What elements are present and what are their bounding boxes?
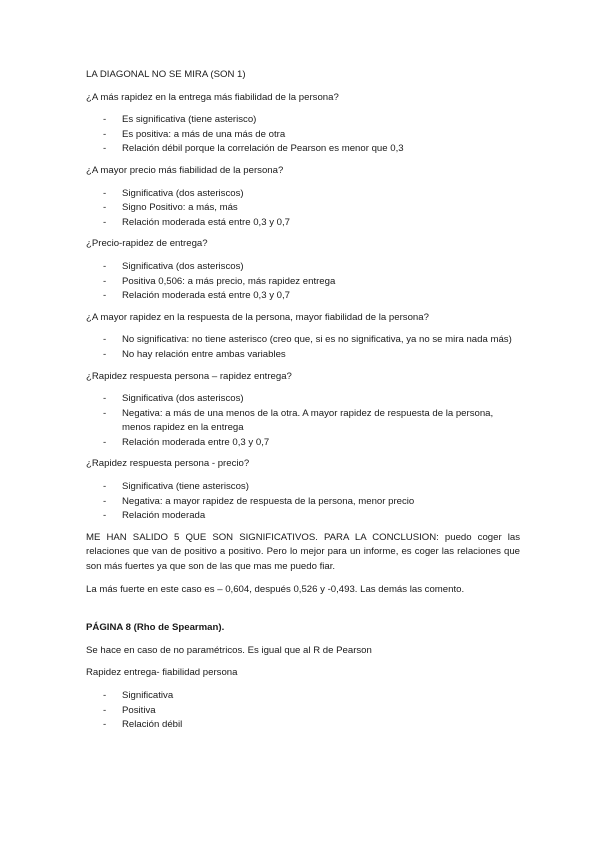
conclusion-paragraph: ME HAN SALIDO 5 QUE SON SIGNIFICATIVOS. PARA LA CONCLUSION: puedo coger las relaciones que van de positivo a positivo. Pero lo mejor para un informe, es coger las relaciones que son más fuertes ya que son de las que mas me puedo fiar. bbox=[86, 531, 520, 573]
list-item: - Negativa: a más de una menos de la otra. A mayor rapidez de respuesta de la persona, menos rapidez en la entrega bbox=[86, 407, 520, 436]
list-item: - Significativa (dos asteriscos) bbox=[86, 187, 520, 202]
list-item: - Es positiva: a más de una más de otra bbox=[86, 128, 520, 143]
section-title: LA DIAGONAL NO SE MIRA (SON 1) bbox=[86, 69, 246, 80]
question-block-4 bbox=[86, 311, 520, 363]
list-item: - Relación moderada está entre 0,3 y 0,7 bbox=[86, 289, 520, 304]
dash-list bbox=[86, 333, 520, 362]
list-item: - Relación débil bbox=[86, 718, 520, 733]
list-item: - Negativa: a mayor rapidez de respuesta de la persona, menor precio bbox=[86, 495, 520, 510]
question-text: ¿A mayor precio más fiabilidad de la persona? bbox=[86, 164, 284, 176]
list-item: - Positiva bbox=[86, 704, 520, 719]
page8-heading: PÁGINA 8 (Rho de Spearman). bbox=[86, 622, 225, 634]
list-item: - Signo Positivo: a más, más bbox=[86, 201, 520, 216]
page8-subtitle: Rapidez entrega- fiabilidad persona bbox=[86, 667, 238, 679]
list-item: - Relación débil porque la correlación de Pearson es menor que 0,3 bbox=[86, 142, 520, 157]
list-item: - Significativa bbox=[86, 689, 520, 704]
dash-list bbox=[86, 260, 520, 304]
question-block-1 bbox=[86, 91, 520, 157]
list-item: - Relación moderada bbox=[86, 509, 520, 524]
dash-list bbox=[86, 392, 520, 450]
question-text: ¿A más rapidez en la entrega más fiabilidad de la persona? bbox=[86, 91, 339, 103]
dash-list bbox=[86, 689, 520, 733]
dash-list bbox=[86, 480, 520, 524]
list-item: - Significativa (dos asteriscos) bbox=[86, 260, 520, 275]
list-item: - Positiva 0,506: a más precio, más rapidez entrega bbox=[86, 275, 520, 290]
list-item: - Significativa (dos asteriscos) bbox=[86, 392, 520, 407]
question-text: ¿Rapidez respuesta persona - precio? bbox=[86, 458, 250, 470]
question-block-6 bbox=[86, 457, 520, 523]
question-text: ¿Rapidez respuesta persona – rapidez entrega? bbox=[86, 370, 292, 382]
list-item: - Es significativa (tiene asterisco) bbox=[86, 113, 520, 128]
dash-list bbox=[86, 187, 520, 231]
question-block-5 bbox=[86, 370, 520, 451]
page8-intro: Se hace en caso de no paramétricos. Es igual que al R de Pearson bbox=[86, 644, 372, 656]
strongest-paragraph: La más fuerte en este caso es – 0,604, después 0,526 y -0,493. Las demás las comento. bbox=[86, 583, 465, 595]
list-item: - No hay relación entre ambas variables bbox=[86, 348, 520, 363]
list-item: - Relación moderada entre 0,3 y 0,7 bbox=[86, 436, 520, 451]
dash-list bbox=[86, 113, 520, 157]
list-item: - Relación moderada está entre 0,3 y 0,7 bbox=[86, 216, 520, 231]
question-block-3 bbox=[86, 237, 520, 303]
question-text: ¿A mayor rapidez en la respuesta de la persona, mayor fiabilidad de la persona? bbox=[86, 311, 429, 323]
question-block-2 bbox=[86, 164, 520, 230]
list-item: - No significativa: no tiene asterisco (creo que, si es no significativa, ya no se mira nada más) bbox=[86, 333, 520, 348]
question-text: ¿Precio-rapidez de entrega? bbox=[86, 238, 208, 250]
list-item: - Significativa (tiene asteriscos) bbox=[86, 480, 520, 495]
